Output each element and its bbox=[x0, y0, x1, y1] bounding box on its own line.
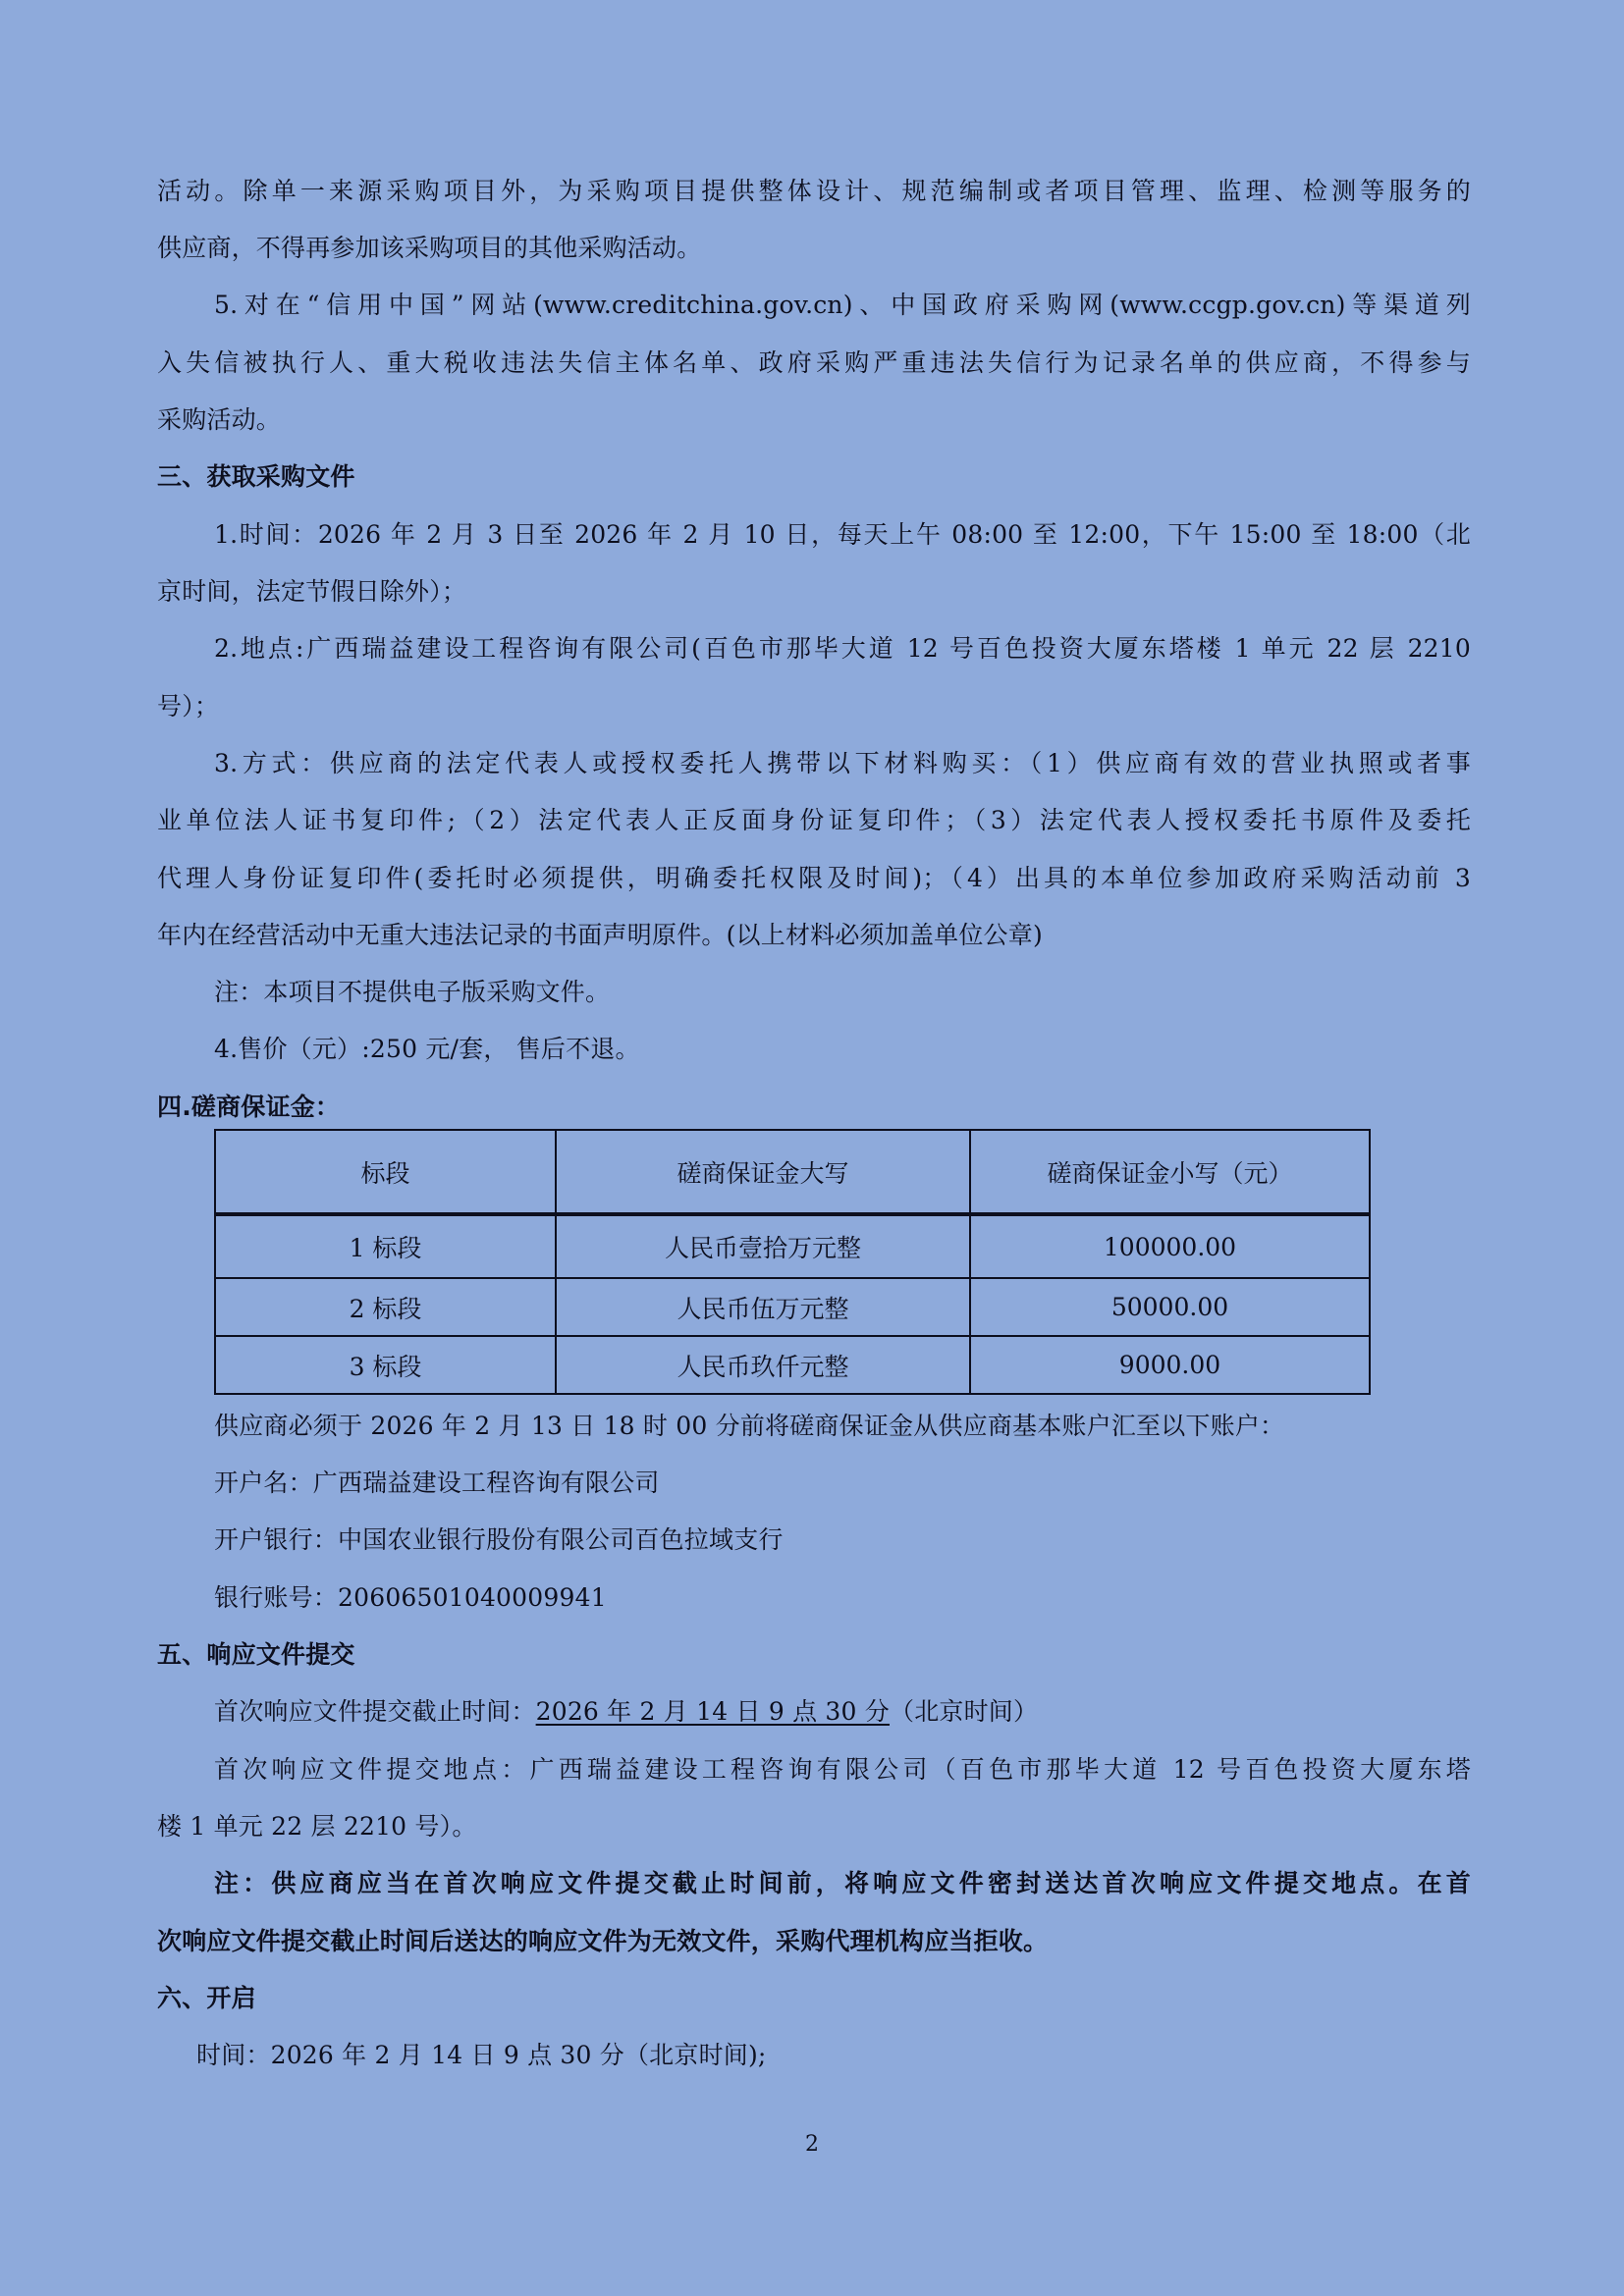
table-header-cell: 磋商保证金大写 bbox=[556, 1130, 970, 1214]
table-cell: 1 标段 bbox=[215, 1214, 556, 1278]
table-header-cell: 磋商保证金小写（元） bbox=[970, 1130, 1370, 1214]
deadline-label: 首次响应文件提交截止时间： bbox=[214, 1697, 536, 1726]
account-bank: 开户银行：中国农业银行股份有限公司百色拉域支行 bbox=[214, 1525, 784, 1554]
account-number: 银行账号：20606501040009941 bbox=[214, 1583, 607, 1612]
paragraph-line: 楼 1 单元 22 层 2210 号）。 bbox=[157, 1812, 477, 1841]
table-cell: 人民币伍万元整 bbox=[556, 1278, 970, 1336]
table-cell: 人民币壹拾万元整 bbox=[556, 1214, 970, 1278]
paragraph-line: 供应商必须于 2026 年 2 月 13 日 18 时 00 分前将磋商保证金从供应商基本账户汇至以下账户： bbox=[214, 1412, 1285, 1440]
paragraph-line: 号）； bbox=[157, 692, 220, 721]
section-heading-5: 五、响应文件提交 bbox=[157, 1640, 355, 1669]
paragraph-line: 活动。除单一来源采购项目外，为采购项目提供整体设计、规范编制或者项目管理、监理、检测等服务的 bbox=[157, 177, 1471, 205]
paragraph-line: 京时间，法定节假日除外）； bbox=[157, 577, 467, 606]
table-header-cell: 标段 bbox=[215, 1130, 556, 1214]
table-row bbox=[215, 1278, 1370, 1336]
account-name: 开户名：广西瑞益建设工程咨询有限公司 bbox=[214, 1468, 660, 1497]
paragraph-line: 2.地点:广西瑞益建设工程咨询有限公司(百色市那毕大道 12 号百色投资大厦东塔楼 1 单元 22 层 2210 bbox=[214, 634, 1471, 663]
table-cell: 3 标段 bbox=[215, 1336, 556, 1394]
paragraph-line: 首次响应文件提交地点：广西瑞益建设工程咨询有限公司（百色市那毕大道 12 号百色投资大厦东塔 bbox=[214, 1755, 1471, 1784]
page-number: 2 bbox=[805, 2132, 819, 2157]
paragraph-line: 1.时间：2026 年 2 月 3 日至 2026 年 2 月 10 日，每天上午 08:00 至 12:00，下午 15:00 至 18:00（北 bbox=[214, 520, 1471, 549]
bond-table bbox=[214, 1129, 1371, 1395]
note-line: 次响应文件提交截止时间后送达的响应文件为无效文件，采购代理机构应当拒收。 bbox=[157, 1927, 1049, 1955]
section-heading-6: 六、开启 bbox=[157, 1984, 256, 2012]
open-time-line: 时间：2026 年 2 月 14 日 9 点 30 分（北京时间); bbox=[196, 2041, 767, 2069]
deadline-suffix: （北京时间） bbox=[890, 1697, 1039, 1726]
paragraph-line: 代理人身份证复印件(委托时必须提供，明确委托权限及时间)；（4）出具的本单位参加政府采购活动前 3 bbox=[157, 864, 1471, 892]
table-cell: 人民币玖仟元整 bbox=[556, 1336, 970, 1394]
table-cell: 9000.00 bbox=[970, 1336, 1370, 1394]
table-cell: 100000.00 bbox=[970, 1214, 1370, 1278]
table-row bbox=[215, 1336, 1370, 1394]
paragraph-line: 3.方式：供应商的法定代表人或授权委托人携带以下材料购买：（1）供应商有效的营业执照或者事 bbox=[214, 749, 1471, 777]
paragraph-line: 5.对在“信用中国”网站(www.creditchina.gov.cn)、中国政府采购网(www.ccgp.gov.cn)等渠道列 bbox=[214, 291, 1471, 319]
table-row bbox=[215, 1214, 1370, 1278]
note-line: 注：本项目不提供电子版采购文件。 bbox=[214, 978, 611, 1006]
table-cell: 2 标段 bbox=[215, 1278, 556, 1336]
section-heading-3: 三、获取采购文件 bbox=[157, 462, 355, 491]
paragraph-line: 业单位法人证书复印件;（2）法定代表人正反面身份证复印件；（3）法定代表人授权委托书原件及委托 bbox=[157, 806, 1471, 834]
paragraph-line: 入失信被执行人、重大税收违法失信主体名单、政府采购严重违法失信行为记录名单的供应商，不得参与 bbox=[157, 348, 1471, 377]
price-line: 4.售价（元）:250 元/套， 售后不退。 bbox=[214, 1035, 640, 1063]
paragraph-line: 供应商，不得再参加该采购项目的其他采购活动。 bbox=[157, 234, 702, 262]
deadline-value: 2026 年 2 月 14 日 9 点 30 分 bbox=[535, 1697, 890, 1726]
table-cell: 50000.00 bbox=[970, 1278, 1370, 1336]
paragraph-line: 采购活动。 bbox=[157, 405, 282, 434]
deadline-line bbox=[214, 1695, 1530, 1729]
paragraph-line: 年内在经营活动中无重大违法记录的书面声明原件。(以上材料必须加盖单位公章) bbox=[157, 921, 1043, 949]
section-heading-4: 四.磋商保证金： bbox=[157, 1093, 341, 1121]
table-header-row bbox=[215, 1130, 1370, 1214]
note-line: 注：供应商应当在首次响应文件提交截止时间前，将响应文件密封送达首次响应文件提交地点。在首 bbox=[214, 1869, 1471, 1897]
